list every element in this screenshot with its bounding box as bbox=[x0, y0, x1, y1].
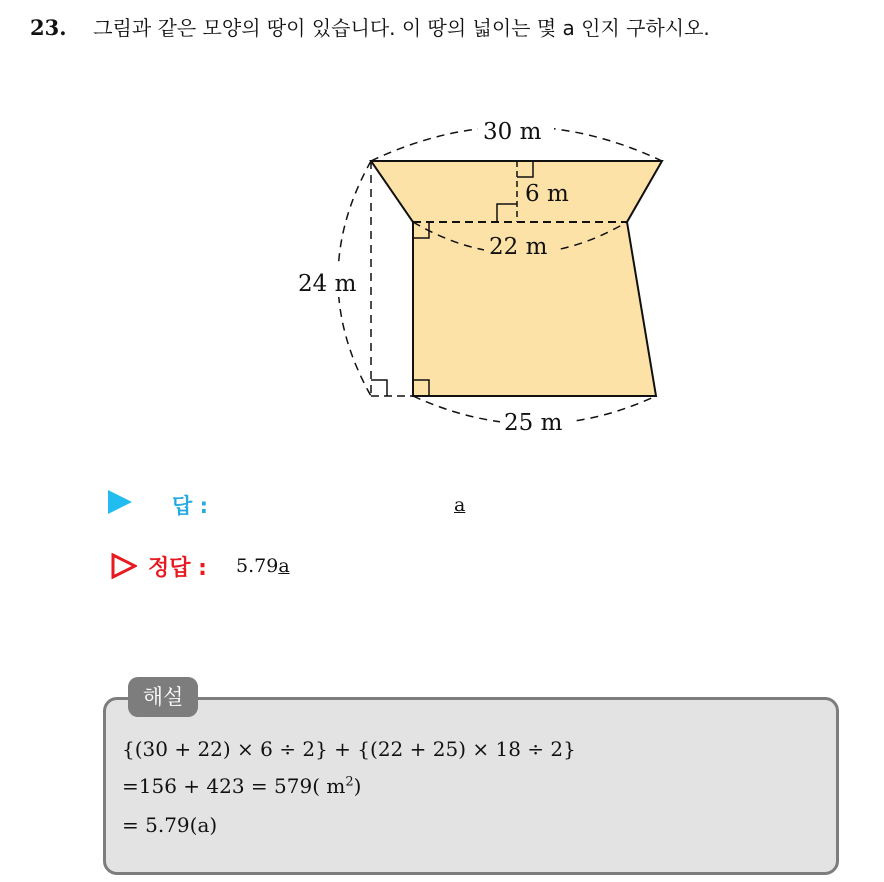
question-number: 23. bbox=[30, 15, 67, 40]
explanation-line-2 bbox=[122, 774, 361, 798]
correct-answer-unit: a bbox=[278, 555, 290, 577]
explanation-line-3: = 5.79(a) bbox=[122, 813, 218, 837]
explanation-line-2-main: =156 + 423 = 579( m bbox=[122, 774, 346, 798]
label-height-6m: 6 m bbox=[525, 181, 569, 207]
explanation-line-2-end: ) bbox=[353, 774, 362, 798]
question-text: 그림과 같은 모양의 땅이 있습니다. 이 땅의 넓이는 몇 a 인지 구하시오. bbox=[93, 16, 710, 40]
answer-arrow-icon bbox=[108, 490, 132, 514]
label-left-24m: 24 m bbox=[298, 271, 357, 297]
label-top-30m: 30 m bbox=[483, 119, 542, 145]
correct-answer-label: 정답 : bbox=[148, 556, 207, 581]
explanation-tag: 해설 bbox=[128, 677, 198, 717]
correct-answer-arrow-icon bbox=[111, 553, 137, 579]
label-middle-22m: 22 m bbox=[489, 234, 548, 260]
correct-answer-number: 5.79 bbox=[236, 555, 279, 577]
explanation-line-2-sup: 2 bbox=[345, 774, 354, 790]
label-bottom-25m: 25 m bbox=[504, 410, 563, 436]
answer-label: 답 : bbox=[172, 494, 208, 518]
correct-answer-value bbox=[236, 555, 290, 577]
explanation-line-1: {(30 + 22) × 6 ÷ 2} + {(22 + 25) × 18 ÷ 2} bbox=[122, 737, 576, 761]
answer-unit: a bbox=[454, 494, 466, 516]
right-angle-mark-left bbox=[371, 380, 387, 396]
